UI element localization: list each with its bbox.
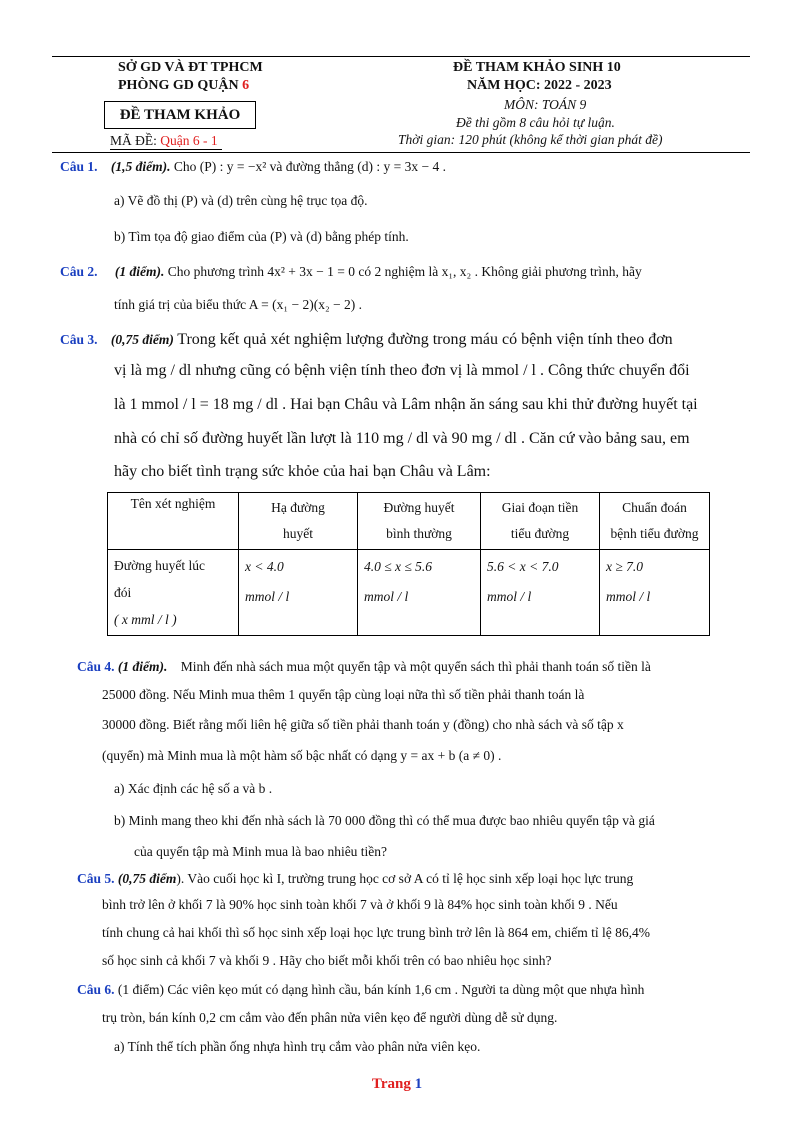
q3-number: Câu 3. <box>60 332 98 347</box>
header-code-value: Quận 6 - 1 <box>160 133 218 148</box>
page-number: 1 <box>414 1076 423 1092</box>
header-office-num: 6 <box>242 78 250 93</box>
q5-line-3: tính chung cả hai khối thì số học sinh xếp loại học lực trung bình trở lên là 864 em, chiếm tỉ lệ 86,4% <box>102 925 650 940</box>
page-label: Trang <box>371 1076 411 1092</box>
header-duration: Thời gian: 120 phút (không kể thời gian phát đề) <box>398 132 663 147</box>
q4-number: Câu 4. <box>77 659 115 674</box>
q2-number: Câu 2. <box>60 264 98 279</box>
q1-part-b: b) Tìm tọa độ giao điểm của (P) và (d) bằng phép tính. <box>114 229 409 244</box>
q6-line-2: trụ tròn, bán kính 0,2 cm cắm vào đến phân nửa viên kẹo để người dùng dễ sử dụng. <box>102 1010 558 1025</box>
q3-line-2: vị là mg / dl nhưng cũng có bệnh viện tính theo đơn vị là mmol / l . Công thức chuyển đổi <box>114 362 690 379</box>
q1-points: (1,5 điểm). <box>110 159 171 174</box>
q3-line-3: là 1 mmol / l = 18 mg / dl . Hai bạn Châu và Lâm nhận ăn sáng sau khi thử đường huyết tại <box>114 396 698 413</box>
table-header-cell: Giai đoạn tiền tiểu đường <box>481 493 600 550</box>
header-question-count: Đề thi gồm 8 câu hỏi tự luận. <box>456 115 615 130</box>
q3-line-1 <box>60 331 673 349</box>
q4-part-a: a) Xác định các hệ số a và b . <box>114 781 273 796</box>
q6-number: Câu 6. <box>77 982 115 997</box>
table-cell: Đường huyết lúc đói ( x mml / l ) <box>108 550 239 636</box>
q4-part-b-1: b) Minh mang theo khi đến nhà sách là 70 000 đồng thì có thể mua được bao nhiêu quyển tập và giá <box>114 813 655 828</box>
q5-points: (0,75 điểm <box>117 871 177 886</box>
q5-text-1: ). Vào cuối học kì I, trường trung học cơ sở A có tỉ lệ học sinh xếp loại học lực trung <box>176 871 634 886</box>
header-office <box>118 78 249 94</box>
q4-line-1 <box>77 659 651 675</box>
q5-line-2: bình trở lên ở khối 7 là 90% học sinh toàn khối 7 và ở khối 9 là 84% học sinh toàn khối 9 . Nếu <box>102 897 618 912</box>
q5-line-1 <box>77 871 633 887</box>
header-bottom-rule <box>52 152 750 153</box>
header-code <box>110 133 222 150</box>
header-subject: MÔN: TOÁN 9 <box>504 97 587 112</box>
header-code-label: MÃ ĐỀ: <box>110 133 157 148</box>
glucose-table <box>107 492 710 636</box>
table-cell: 4.0 ≤ x ≤ 5.6 mmol / l <box>358 550 481 636</box>
header-school-year: NĂM HỌC: 2022 - 2023 <box>467 78 612 93</box>
table-header-cell: Chuẩn đoán bệnh tiểu đường <box>600 493 710 550</box>
q1-line <box>60 159 446 175</box>
header-dept: SỞ GD VÀ ĐT TPHCM <box>118 60 263 75</box>
q2-points: (1 điểm). <box>114 264 165 279</box>
q1-part-a: a) Vẽ đồ thị (P) và (d) trên cùng hệ trục tọa độ. <box>114 193 368 208</box>
q3-line-5: hãy cho biết tình trạng sức khỏe của hai bạn Châu và Lâm: <box>114 463 491 480</box>
q6-line-1 <box>77 982 644 998</box>
q3-text-1: Trong kết quả xét nghiệm lượng đường trong máu có bệnh viện tính theo đơn <box>177 331 673 348</box>
q5-number: Câu 5. <box>77 871 115 886</box>
glucose-table-header <box>108 493 710 550</box>
q4-text-1: Minh đến nhà sách mua một quyển tập và một quyển sách thì phải thanh toán số tiền là <box>180 659 651 674</box>
table-header-cell: Hạ đường huyết <box>239 493 358 550</box>
header-exam-title: ĐỀ THAM KHẢO SINH 10 <box>453 60 621 75</box>
q1-text: Cho (P) : y = −x² và đường thẳng (d) : y = 3x − 4 . <box>173 159 446 174</box>
q6-points: (1 điểm) <box>117 982 165 997</box>
header-top-rule <box>52 56 750 57</box>
q5-line-4: số học sinh cả khối 7 và khối 9 . Hãy cho biết mỗi khối trên có bao nhiêu học sinh? <box>102 953 552 968</box>
q3-points: (0,75 điểm) <box>110 332 174 347</box>
table-header-cell: Tên xét nghiệm <box>108 493 239 550</box>
header-office-prefix: PHÒNG GD QUẬN <box>118 78 239 93</box>
q4-points: (1 điểm). <box>117 659 168 674</box>
q4-line-3: 30000 đồng. Biết rằng mối liên hệ giữa số tiền phải thanh toán y (đồng) cho nhà sách và số tập x <box>102 717 624 732</box>
table-header-cell: Đường huyết bình thường <box>358 493 481 550</box>
table-cell: 5.6 < x < 7.0 mmol / l <box>481 550 600 636</box>
q2-line-1 <box>60 264 642 280</box>
q2-text-1: Cho phương trình 4x² + 3x − 1 = 0 có 2 nghiệm là x₁, x₂ . Không giải phương trình, hãy <box>167 264 642 279</box>
q3-line-4: nhà có chỉ số đường huyết lần lượt là 110 mg / dl và 90 mg / dl . Căn cứ vào bảng sau, em <box>114 430 690 447</box>
table-row <box>108 550 710 636</box>
table-cell: x < 4.0 mmol / l <box>239 550 358 636</box>
q4-line-4: (quyển) mà Minh mua là một hàm số bậc nhất có dạng y = ax + b (a ≠ 0) . <box>102 748 502 763</box>
q6-part-a: a) Tính thể tích phần ống nhựa hình trụ cắm vào phân nửa viên kẹo. <box>114 1039 481 1054</box>
header-box: ĐỀ THAM KHẢO <box>104 101 256 129</box>
q1-number: Câu 1. <box>60 159 98 174</box>
q2-line-2: tính giá trị của biểu thức A = (x₁ − 2)(x₂ − 2) . <box>114 297 363 312</box>
table-cell: x ≥ 7.0 mmol / l <box>600 550 710 636</box>
page-footer <box>0 1076 794 1093</box>
q4-part-b-2: của quyển tập mà Minh mua là bao nhiêu tiền? <box>134 844 388 859</box>
q6-text-1: Các viên kẹo mút có dạng hình cầu, bán kính 1,6 cm . Người ta dùng một que nhựa hình <box>167 982 645 997</box>
q4-line-2: 25000 đồng. Nếu Minh mua thêm 1 quyển tập cùng loại nữa thì số tiền phải thanh toán là <box>102 687 585 702</box>
